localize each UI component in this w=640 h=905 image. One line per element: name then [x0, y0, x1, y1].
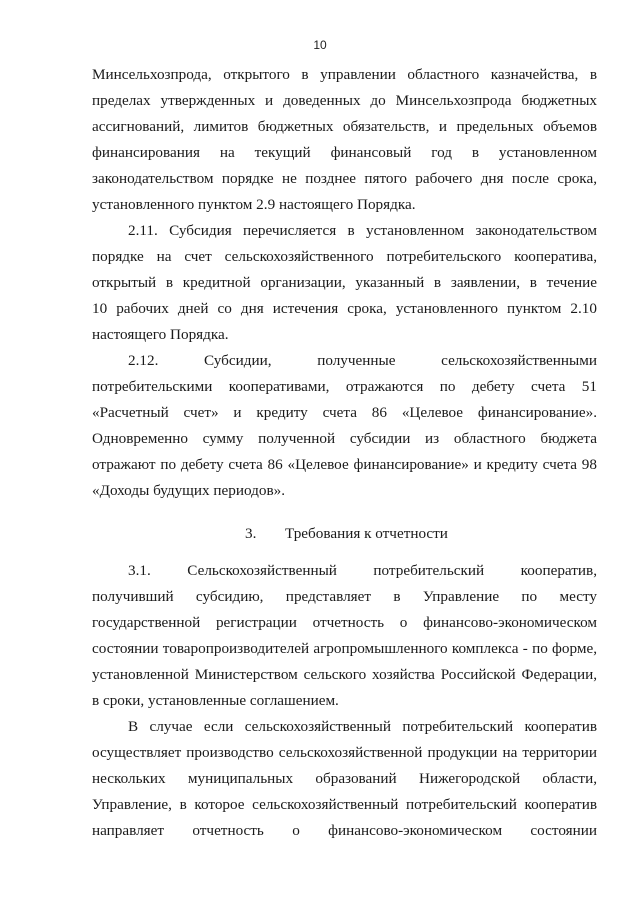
text-line: настоящего Порядка. [92, 326, 229, 343]
text-line: Управление, в которое сельскохозяйственный потребительский кооператив [92, 796, 597, 813]
text-line: ассигнований, лимитов бюджетных обязательств, и предельных объемов [92, 118, 597, 135]
text-line: получивший субсидию, представляет в Управление по месту [92, 588, 597, 605]
text-line: 2.11. Субсидия перечисляется в установленном законодательством [128, 222, 597, 239]
section-heading [245, 521, 448, 547]
text-line: государственной регистрации отчетность о финансово-экономическом [92, 614, 597, 631]
text-line: установленного пунктом 2.9 настоящего Порядка. [92, 196, 416, 213]
text-line: 2.12. Субсидии, полученные сельскохозяйственными [128, 352, 597, 369]
text-line: направляет отчетность о финансово-экономическом состоянии [92, 822, 597, 839]
text-line: в сроки, установленные соглашением. [92, 692, 339, 709]
section-title: Требования к отчетности [285, 525, 448, 542]
text-line: осуществляет производство сельскохозяйственной продукции на территории [92, 744, 597, 761]
text-line: состоянии товаропроизводителей агропромышленного комплекса - по форме, [92, 640, 597, 657]
text-line: 10 рабочих дней со дня истечения срока, установленного пунктом 2.10 [92, 300, 597, 317]
text-line: В случае если сельскохозяйственный потребительский кооператив [128, 718, 597, 735]
text-line: Одновременно сумму полученной субсидии из областного бюджета [92, 430, 597, 447]
text-line: «Расчетный счет» и кредиту счета 86 «Целевое финансирование». [92, 404, 597, 421]
text-line: «Доходы будущих периодов». [92, 482, 286, 499]
text-line: Минсельхозпрода, открытого в управлении областного казначейства, в [92, 66, 597, 83]
text-line: отражают по дебету счета 86 «Целевое финансирование» и кредиту счета 98 [92, 456, 597, 473]
section-number: 3. [245, 525, 257, 542]
text-line: порядке на счет сельскохозяйственного потребительского кооператива, [92, 248, 597, 265]
text-line: установленной Министерством сельского хозяйства Российской Федерации, [92, 666, 597, 683]
text-line: пределах утвержденных и доведенных до Минсельхозпрода бюджетных [92, 92, 597, 109]
page-number: 10 [313, 38, 327, 52]
text-line: потребительскими кооперативами, отражаются по дебету счета 51 [92, 378, 597, 395]
text-line: нескольких муниципальных образований Нижегородской области, [92, 770, 597, 787]
text-line: открытый в кредитной организации, указанный в заявлении, в течение [92, 274, 597, 291]
text-line: 3.1. Сельскохозяйственный потребительский кооператив, [128, 562, 597, 579]
text-line: финансирования на текущий финансовый год в установленном [92, 144, 597, 161]
text-line: законодательством порядке не позднее пятого рабочего дня после срока, [92, 170, 597, 187]
